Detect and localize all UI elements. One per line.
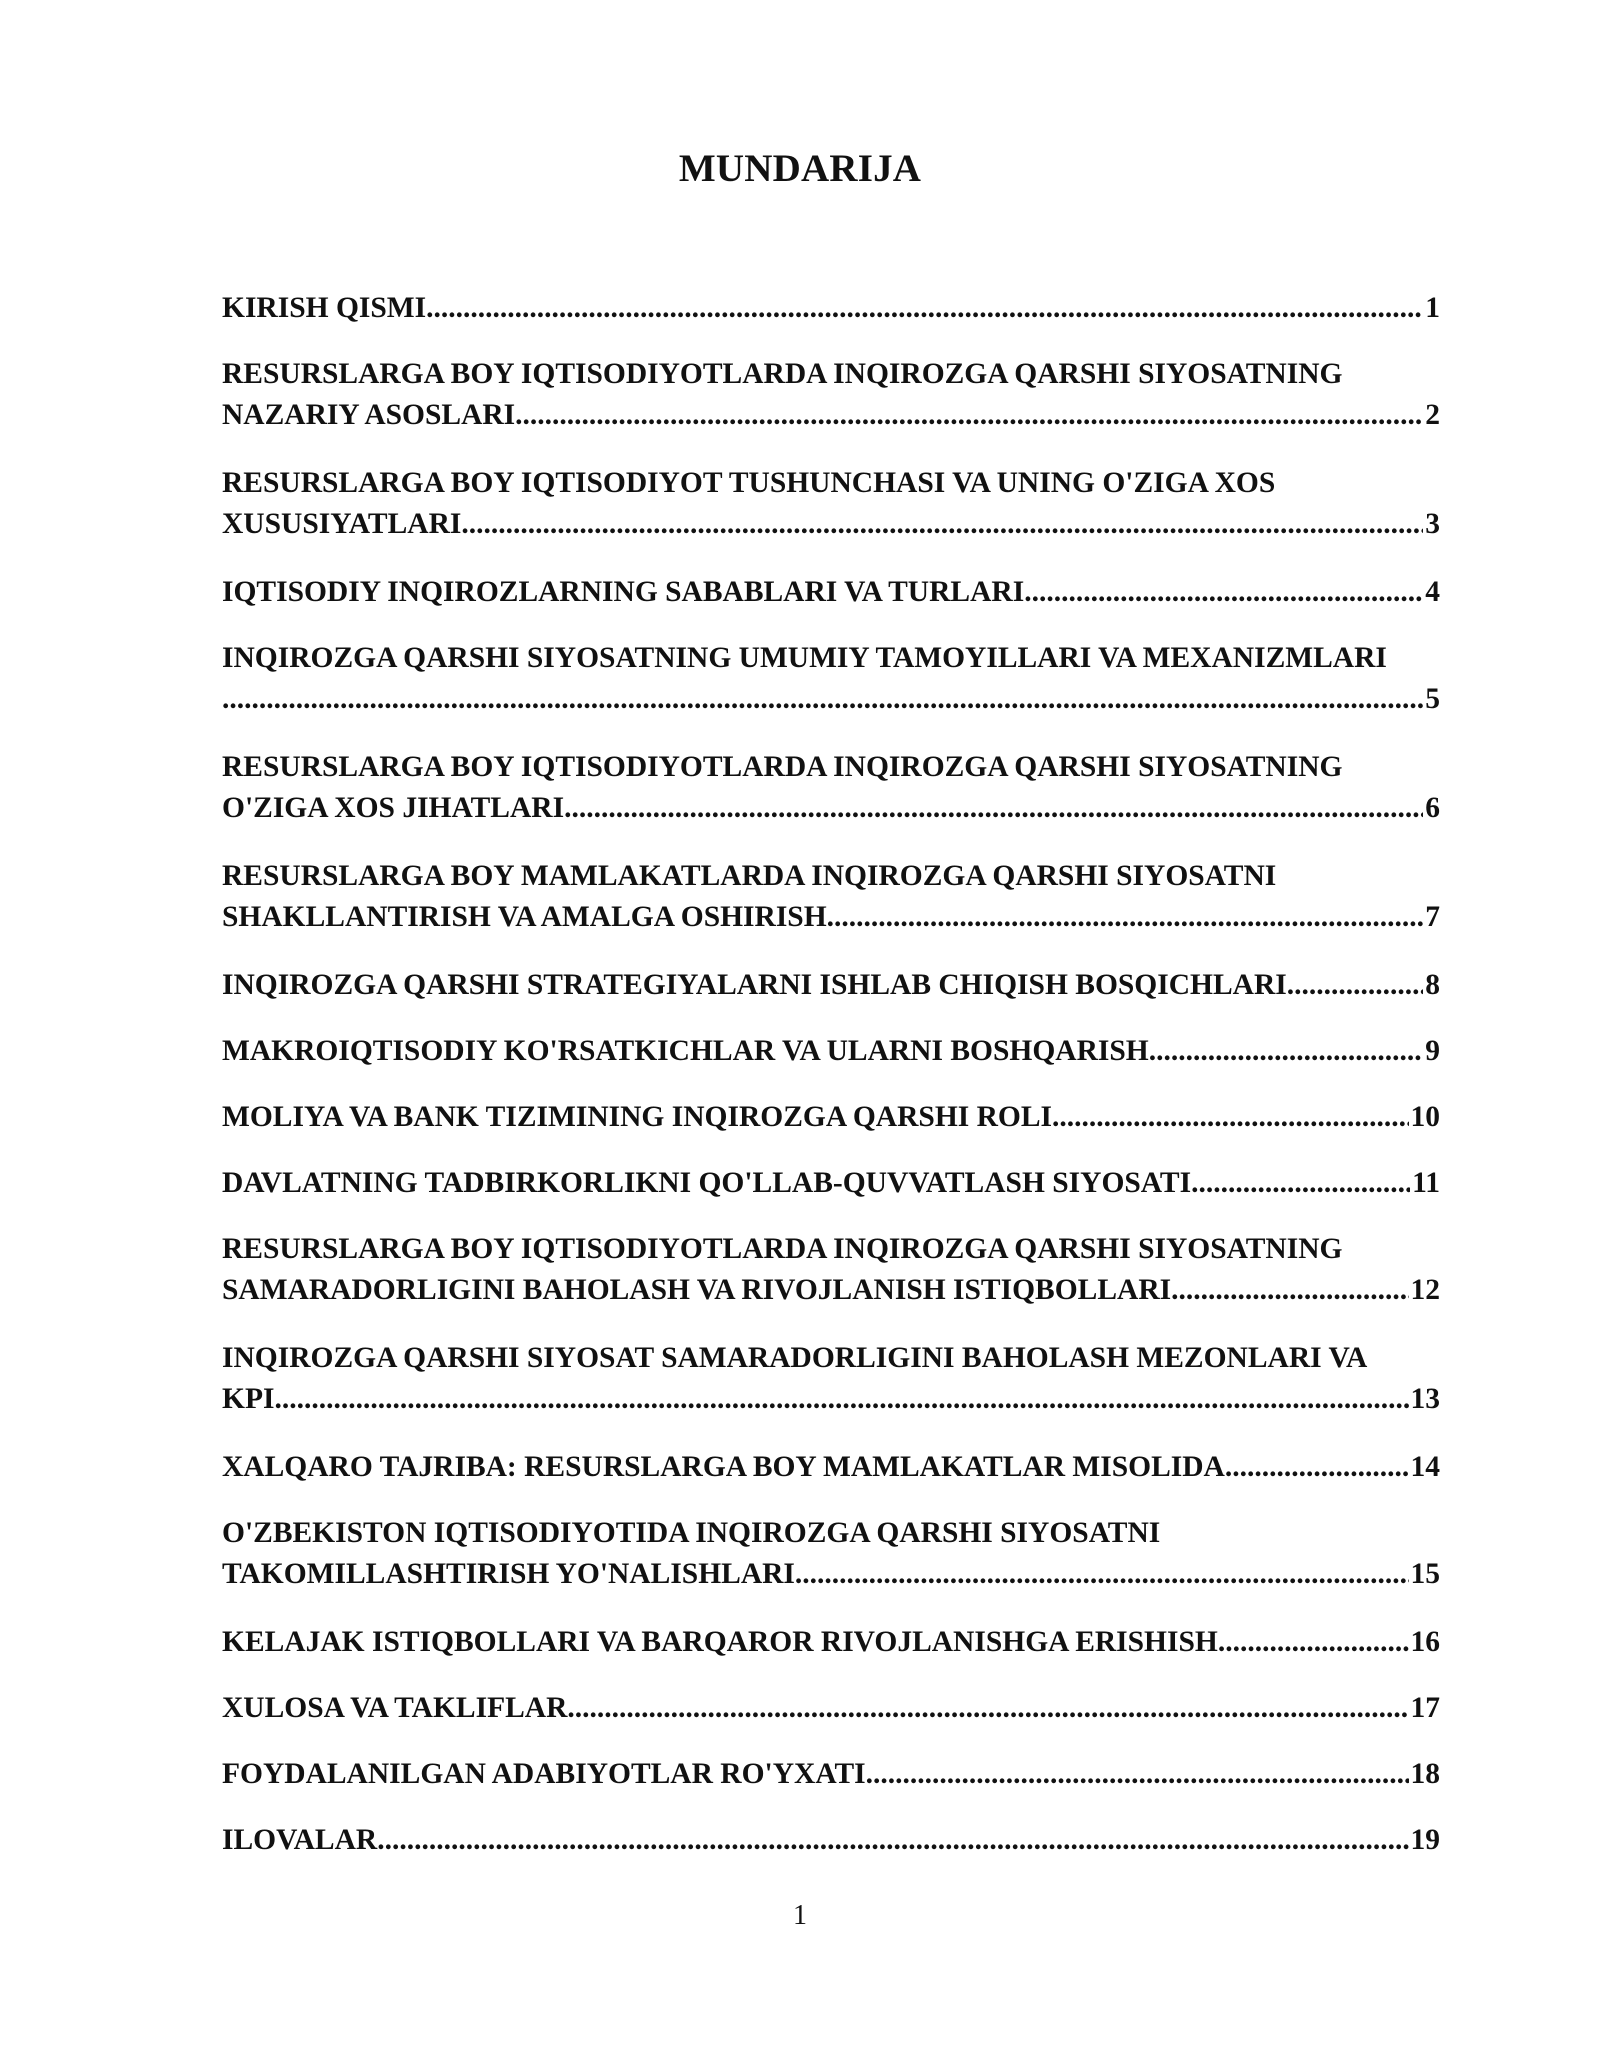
toc-entry-last-line	[222, 1554, 1440, 1595]
toc-dot-leader	[377, 1820, 1408, 1861]
toc-page-number: 18	[1410, 1758, 1440, 1790]
toc-entry-last-line	[222, 1379, 1440, 1420]
toc-entry-title-line: XULOSA VA TAKLIFLAR	[222, 1692, 568, 1724]
toc-entry-last-line	[222, 1031, 1440, 1072]
toc-page-number: 14	[1410, 1451, 1440, 1483]
toc-entry[interactable]	[222, 1097, 1440, 1138]
toc-dot-leader	[827, 897, 1424, 938]
toc-entry-title-line: DAVLATNING TADBIRKORLIKNI QO'LLAB-QUVVATLASH SIYOSATI	[222, 1167, 1192, 1199]
toc-page-number: 8	[1425, 969, 1440, 1001]
toc-entry[interactable]	[222, 1031, 1440, 1072]
toc-entry-title-line: KELAJAK ISTIQBOLLARI VA BARQAROR RIVOJLANISHGA ERISHISH	[222, 1626, 1218, 1658]
toc-entry-title-line: O'ZBEKISTON IQTISODIYOTIDA INQIROZGA QARSHI SIYOSATNI	[222, 1517, 1161, 1549]
toc-entry-last-line	[222, 965, 1440, 1006]
toc-entry-title-line: XUSUSIYATLARI	[222, 508, 462, 540]
toc-entry-last-line	[222, 897, 1440, 938]
toc-dot-leader	[795, 1554, 1409, 1595]
toc-entry-last-line	[222, 1270, 1440, 1311]
toc-entry[interactable]	[222, 288, 1440, 329]
toc-entry-title-line: RESURSLARGA BOY IQTISODIYOT TUSHUNCHASI VA UNING O'ZIGA XOS	[222, 467, 1276, 499]
toc-page-number: 16	[1410, 1626, 1440, 1658]
toc-entry-title-line: O'ZIGA XOS JIHATLARI	[222, 792, 565, 824]
toc-page-number: 4	[1425, 576, 1440, 608]
toc-entry-last-line	[222, 572, 1440, 613]
toc-dot-leader	[564, 788, 1423, 829]
toc-page-number: 2	[1425, 399, 1440, 431]
toc-entry[interactable]	[222, 1229, 1440, 1311]
page-number: 1	[793, 1900, 807, 1931]
toc-entry[interactable]	[222, 638, 1440, 720]
toc-dot-leader	[1024, 572, 1423, 613]
toc-entry[interactable]	[222, 463, 1440, 545]
toc-page-number: 13	[1410, 1383, 1440, 1415]
toc-page-number: 11	[1412, 1167, 1440, 1199]
toc-page-number: 6	[1425, 792, 1440, 824]
toc-entry-title-line: RESURSLARGA BOY IQTISODIYOTLARDA INQIROZGA QARSHI SIYOSATNING	[222, 358, 1343, 390]
toc-entry[interactable]	[222, 1338, 1440, 1420]
toc-entry-title-line: FOYDALANILGAN ADABIYOTLAR RO'YXATI	[222, 1758, 866, 1790]
toc-entry-title-line: IQTISODIY INQIROZLARNING SABABLARI VA TURLARI	[222, 576, 1025, 608]
toc-page-number: 3	[1425, 508, 1440, 540]
toc-dot-leader	[461, 504, 1423, 545]
toc-dot-leader	[274, 1379, 1408, 1420]
toc-entry-last-line	[222, 1097, 1440, 1138]
toc-page-number: 12	[1410, 1274, 1440, 1306]
toc-entry-title-line: NAZARIY ASOSLARI	[222, 399, 516, 431]
toc-page-number: 9	[1425, 1035, 1440, 1067]
toc-entry-last-line	[222, 679, 1440, 720]
toc-entry-last-line	[222, 1622, 1440, 1663]
toc-entry-last-line	[222, 1754, 1440, 1795]
toc-entry-last-line	[222, 288, 1440, 329]
toc-entry-title-line: INQIROZGA QARSHI STRATEGIYALARNI ISHLAB CHIQISH BOSQICHLARI	[222, 969, 1287, 1001]
toc-page-number: 1	[1425, 292, 1440, 324]
toc-entry-last-line	[222, 504, 1440, 545]
toc-entry-last-line	[222, 1163, 1440, 1204]
toc-entry-title-line: RESURSLARGA BOY IQTISODIYOTLARDA INQIROZGA QARSHI SIYOSATNING	[222, 751, 1343, 783]
toc-dot-leader	[1052, 1097, 1408, 1138]
toc-dot-leader	[1218, 1622, 1409, 1663]
toc-entry-title-line: RESURSLARGA BOY MAMLAKATLARDA INQIROZGA QARSHI SIYOSATNI	[222, 860, 1277, 892]
toc-entry[interactable]	[222, 965, 1440, 1006]
toc-entry[interactable]	[222, 572, 1440, 613]
toc-entry-last-line	[222, 788, 1440, 829]
toc-page-number: 19	[1410, 1824, 1440, 1856]
toc-page-number: 17	[1410, 1692, 1440, 1724]
toc-page-number: 7	[1425, 901, 1440, 933]
toc-entry-title-line: ILOVALAR	[222, 1824, 378, 1856]
toc-entry-title-line: KIRISH QISMI	[222, 292, 427, 324]
toc-dot-leader	[1149, 1031, 1424, 1072]
toc-entry-title-line: INQIROZGA QARSHI SIYOSAT SAMARADORLIGINI BAHOLASH MEZONLARI VA	[222, 1342, 1368, 1374]
toc-entry[interactable]	[222, 1622, 1440, 1663]
toc-dot-leader	[866, 1754, 1409, 1795]
toc-dot-leader	[1191, 1163, 1410, 1204]
toc-dot-leader	[222, 679, 1423, 720]
toc-entry[interactable]	[222, 1688, 1440, 1729]
toc-entry-title-line: KPI	[222, 1383, 275, 1415]
toc-page-number: 15	[1410, 1558, 1440, 1590]
toc-entry-title-line: XALQARO TAJRIBA: RESURSLARGA BOY MAMLAKATLAR MISOLIDA	[222, 1451, 1225, 1483]
toc-entry-title-line: INQIROZGA QARSHI SIYOSATNING UMUMIY TAMOYILLARI VA MEXANIZMLARI	[222, 642, 1387, 674]
toc-entry[interactable]	[222, 1163, 1440, 1204]
toc-entry[interactable]	[222, 747, 1440, 829]
toc-dot-leader	[1225, 1447, 1409, 1488]
toc-dot-leader	[515, 395, 1423, 436]
toc-entry-title-line: MAKROIQTISODIY KO'RSATKICHLAR VA ULARNI BOSHQARISH	[222, 1035, 1149, 1067]
toc-entry-title-line: RESURSLARGA BOY IQTISODIYOTLARDA INQIROZGA QARSHI SIYOSATNING	[222, 1233, 1343, 1265]
toc-dot-leader	[1287, 965, 1424, 1006]
toc-entry-title-line: SAMARADORLIGINI BAHOLASH VA RIVOJLANISH ISTIQBOLLARI	[222, 1274, 1172, 1306]
toc-entry-last-line	[222, 1688, 1440, 1729]
toc-page-number: 5	[1425, 683, 1440, 715]
toc-page-number: 10	[1410, 1101, 1440, 1133]
toc-entry[interactable]	[222, 1754, 1440, 1795]
page-title: MUNDARIJA	[678, 147, 922, 190]
toc-entry[interactable]	[222, 856, 1440, 938]
toc-entry[interactable]	[222, 1447, 1440, 1488]
toc-entry-last-line	[222, 1447, 1440, 1488]
toc-entry-title-line: MOLIYA VA BANK TIZIMINING INQIROZGA QARSHI ROLI	[222, 1101, 1053, 1133]
toc-dot-leader	[1171, 1270, 1408, 1311]
toc-entry-last-line	[222, 395, 1440, 436]
toc-entry[interactable]	[222, 354, 1440, 436]
toc-entry-title-line: TAKOMILLASHTIRISH YO'NALISHLARI	[222, 1558, 795, 1590]
toc-entry-last-line	[222, 1820, 1440, 1861]
toc-dot-leader	[426, 288, 1423, 329]
toc-entry[interactable]	[222, 1513, 1440, 1595]
toc-entry[interactable]	[222, 1820, 1440, 1861]
toc-entry-title-line: SHAKLLANTIRISH VA AMALGA OSHIRISH	[222, 901, 827, 933]
toc-dot-leader	[567, 1688, 1408, 1729]
